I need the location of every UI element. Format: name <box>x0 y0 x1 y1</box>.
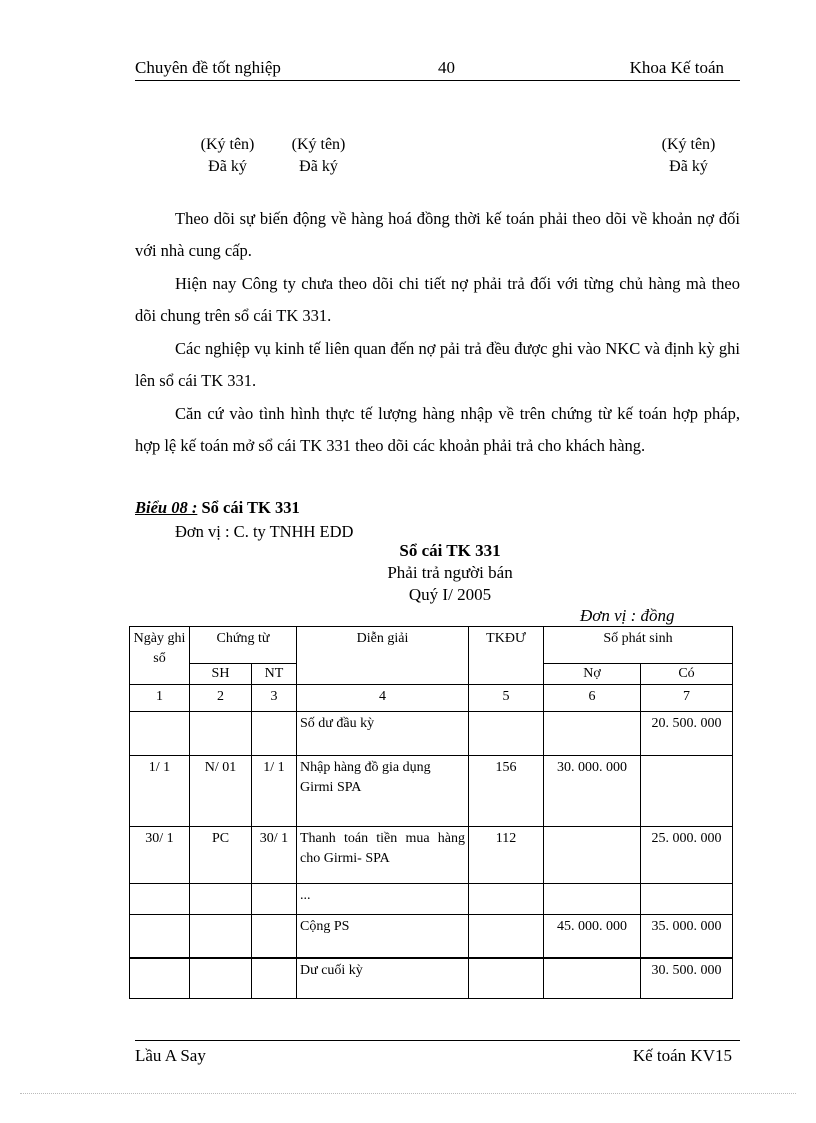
header-right: Khoa Kế toán <box>629 58 724 77</box>
header-credit: Có <box>641 664 733 685</box>
paragraph-1: Theo dõi sự biến động về hàng hoá đồng thời kế toán phải theo dõi về khoản nợ đối với nhà cung cấp. <box>135 209 740 260</box>
ledger-period: Quý I/ 2005 <box>408 585 492 604</box>
paragraph-2: Hiện nay Công ty chưa theo dõi chi tiết nợ phải trả đối với từng chủ hàng mà theo dõi chung trên sổ cái TK 331. <box>135 274 740 325</box>
currency-unit: Đơn vị : đồng <box>580 606 675 625</box>
unit-line: Đơn vị : C. ty TNHH EDD <box>175 522 354 541</box>
header-date: Ngày ghi sổ <box>130 627 190 685</box>
header-voucher: Chứng từ <box>190 627 297 664</box>
table-row: ... <box>130 884 733 915</box>
ledger-table <box>129 626 733 999</box>
exhibit-caption <box>135 498 300 518</box>
table-row-total: Cộng PS 45. 000. 000 35. 000. 000 <box>130 915 733 958</box>
table-row: 1/ 1 N/ 01 1/ 1 Nhập hàng đồ gia dụng Girmi SPA 156 30. 000. 000 <box>130 756 733 827</box>
page-number: 40 <box>438 58 455 77</box>
header-sh: SH <box>190 664 252 685</box>
header-arising: Số phát sinh <box>544 627 733 664</box>
header-rule <box>135 80 740 81</box>
column-number-row: 1 2 3 4 5 6 7 <box>130 685 733 712</box>
table-row: Số dư đầu kỳ 20. 500. 000 <box>130 712 733 756</box>
page-edge <box>20 1093 796 1094</box>
footer-rule <box>135 1040 740 1041</box>
header-account: TKĐƯ <box>469 627 544 685</box>
ledger-subtitle: Phải trả người bán <box>387 563 513 582</box>
exhibit-label: Biểu 08 : <box>135 498 198 517</box>
header-description: Diễn giải <box>297 627 469 685</box>
table-row-closing: Dư cuối kỳ 30. 500. 000 <box>130 958 733 999</box>
header-debit: Nợ <box>544 664 641 685</box>
table-row: 30/ 1 PC 30/ 1 Thanh toán tiền mua hàng cho Girmi- SPA 112 25. 000. 000 <box>130 827 733 884</box>
header-left: Chuyên đề tốt nghiệp <box>135 58 281 77</box>
footer-left: Lầu A Say <box>135 1046 206 1065</box>
signature-block-3: (Ký tên) Đã ký <box>661 136 716 175</box>
paragraph-3: Các nghiệp vụ kinh tế liên quan đến nợ pải trả đều được ghi vào NKC và định kỳ ghi lên sổ cái TK 331. <box>135 339 740 390</box>
ledger-title: Sổ cái TK 331 <box>399 541 501 560</box>
paragraph-4: Căn cứ vào tình hình thực tế lượng hàng nhập về trên chứng từ kế toán hợp pháp, hợp lệ kế toán mở sổ cái TK 331 theo dõi các khoản phải trả cho khách hàng. <box>135 404 740 455</box>
exhibit-title: Sổ cái TK 331 <box>201 498 300 517</box>
signature-block-2: (Ký tên) Đã ký <box>291 136 346 175</box>
header-nt: NT <box>252 664 297 685</box>
signature-block-1: (Ký tên) Đã ký <box>200 136 255 175</box>
footer-right: Kế toán KV15 <box>632 1046 732 1065</box>
